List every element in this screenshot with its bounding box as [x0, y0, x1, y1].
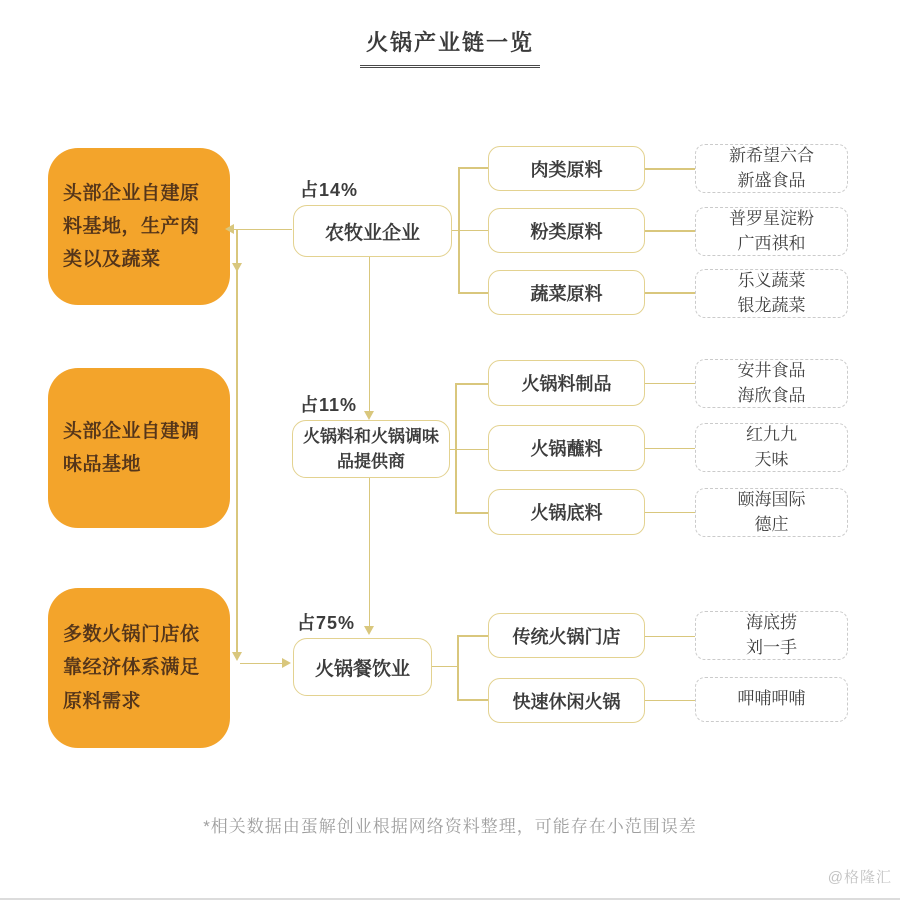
category-dipping-sauce: 火锅蘸料: [488, 425, 645, 471]
category-meat-raw: 肉类原料: [488, 146, 645, 191]
bracket3-vertical: [457, 635, 459, 700]
category-starch-raw: 粉类原料: [488, 208, 645, 253]
company-name: 德庄: [754, 514, 789, 534]
link-line: [645, 636, 695, 638]
flow-line-2: [369, 478, 371, 628]
arrow-down-icon: [364, 411, 374, 420]
company-box: [695, 207, 848, 256]
share-label-agriculture: 占14%: [300, 180, 359, 200]
category-fast-casual-hotpot: 快速休闲火锅: [488, 678, 645, 723]
company-box: [695, 359, 848, 408]
arrow-down-icon: [232, 263, 242, 272]
category-hotpot-ingredients: 火锅料制品: [488, 360, 645, 406]
company-box: [695, 423, 848, 472]
bracket2-row3: [455, 512, 488, 514]
company-name: 新希望六合: [729, 145, 814, 165]
note-box-raw-material: [48, 148, 230, 305]
bracket3-stub: [432, 666, 458, 668]
left-connector-horizontal-bottom: [240, 663, 282, 665]
note-box-seasoning-base: [48, 368, 230, 528]
title-wrap: [0, 26, 900, 68]
company-name: 银龙蔬菜: [737, 295, 806, 315]
company-name: 乐义蔬菜: [737, 270, 806, 290]
company-name: 普罗星淀粉: [729, 208, 814, 228]
company-name: 新盛食品: [737, 170, 806, 190]
bracket1-row3: [458, 292, 488, 294]
link-line: [645, 292, 695, 294]
footnote: *相关数据由蛋解创业根据网络资料整理，可能存在小范围误差: [203, 817, 697, 836]
bracket1-row1: [458, 167, 488, 169]
link-line: [645, 383, 695, 385]
company-name: 红九九: [746, 424, 797, 444]
bracket2-row1: [455, 383, 488, 385]
link-line: [645, 512, 695, 514]
company-box: [695, 269, 848, 318]
watermark: @格隆汇: [827, 869, 892, 886]
arrow-right-icon: [282, 658, 291, 668]
node-agriculture: 农牧业企业: [293, 205, 452, 257]
share-label-restaurant: 占75%: [297, 613, 356, 633]
share-label-seasoning: 占11%: [300, 395, 358, 415]
company-name: 呷哺呷哺: [737, 689, 806, 709]
bracket1-row2: [458, 230, 488, 232]
left-connector-horizontal-top: [234, 229, 292, 231]
company-name: 刘一手: [746, 637, 797, 657]
company-box: [695, 144, 848, 193]
category-vegetable-raw: 蔬菜原料: [488, 270, 645, 315]
bracket3-row1: [457, 635, 488, 637]
company-name: 海欣食品: [737, 385, 806, 405]
arrow-left-icon: [225, 224, 234, 234]
link-line: [645, 700, 695, 702]
link-line: [645, 168, 695, 170]
arrow-down-icon: [232, 652, 242, 661]
company-name: 颐海国际: [737, 489, 806, 509]
category-soup-base: 火锅底料: [488, 489, 645, 535]
company-name: 广西祺和: [737, 233, 806, 253]
left-connector-vertical: [236, 230, 238, 655]
link-line: [645, 230, 695, 232]
note-box-restaurant-supply: [48, 588, 230, 748]
note-text: 多数火锅门店依靠经济体系满足原料需求: [63, 624, 200, 712]
node-restaurant: 火锅餐饮业: [293, 638, 432, 696]
note-text: 头部企业自建原料基地，生产肉类以及蔬菜: [63, 182, 200, 271]
company-box: [695, 677, 848, 722]
flow-line-1: [369, 257, 371, 413]
company-name: 天味: [754, 449, 789, 469]
link-line: [645, 448, 695, 450]
bracket3-row2: [457, 699, 488, 701]
category-traditional-hotpot: 传统火锅门店: [488, 613, 645, 658]
company-box: [695, 611, 848, 660]
company-box: [695, 488, 848, 537]
note-text: 头部企业自建调味品基地: [63, 420, 200, 475]
arrow-down-icon: [364, 626, 374, 635]
company-name: 安井食品: [737, 360, 806, 380]
node-seasoning-supplier: 火锅料和火锅调味品提供商: [292, 420, 450, 478]
page-title: 火锅产业链一览: [360, 26, 540, 68]
company-name: 海底捞: [746, 612, 797, 632]
bracket2-row2: [455, 449, 488, 451]
